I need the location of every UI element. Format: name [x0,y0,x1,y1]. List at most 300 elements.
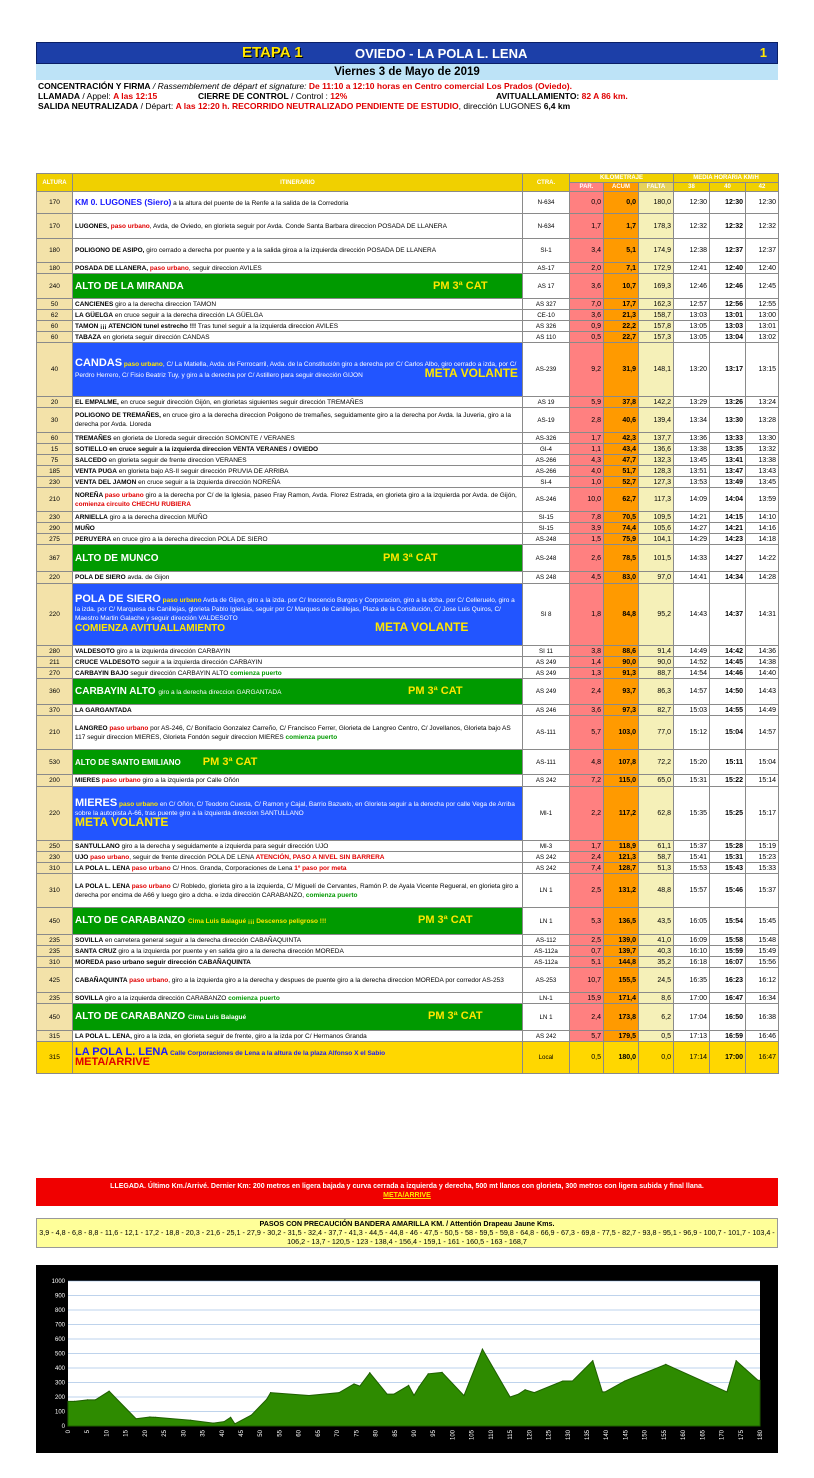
itinerario-cell: LA POLA L. LENA, giro a la izda, en glorieta seguir de frente, giro a la izda por C/ Hermanos Granda [73,1031,523,1042]
time-40-cell: 13:01 [710,310,746,321]
info-concentracion-fr: / Rassemblement de départ et signature: [150,81,309,91]
time-40-cell: 14:55 [710,705,746,716]
x-tick-label: 80 [373,1430,380,1437]
falta-cell: 41,0 [639,935,674,946]
altura-cell: 50 [37,299,73,310]
altura-cell: 315 [37,1042,73,1074]
table-row [37,214,779,239]
time-38-cell: 13:38 [674,444,710,455]
altura-cell: 210 [37,488,73,512]
time-42-cell: 12:55 [746,299,779,310]
acum-cell: 117,2 [604,787,639,841]
falta-cell: 142,2 [639,397,674,408]
profile-point [155,1417,156,1418]
par-cell: 0,9 [570,321,604,332]
x-tick-label: 105 [469,1430,476,1441]
time-38-cell: 16:35 [674,968,710,993]
time-42-cell: 16:34 [746,993,779,1004]
par-cell: 1,4 [570,657,604,668]
ctra-cell: AS-112 [523,935,570,946]
ctra-cell: CE-10 [523,310,570,321]
time-40-cell: 15:28 [710,841,746,852]
itinerario-cell: SOVILLA giro a la izquierda dirección CARABANZO comienza puerto [73,993,523,1004]
falta-cell: 157,3 [639,332,674,343]
acum-cell: 62,7 [604,488,639,512]
par-cell: 4,5 [570,572,604,584]
altura-cell: 530 [37,750,73,775]
itinerario-cell: TAMON ¡¡¡ ATENCION tunel estrecho !!! Tras tunel seguir a la izquierda direccion AVILES [73,321,523,332]
altura-cell: 235 [37,935,73,946]
profile-point [109,1391,110,1392]
falta-cell: 48,8 [639,874,674,908]
par-cell: 7,0 [570,299,604,310]
info-concentracion: CONCENTRACIÓN Y FIRMA [38,81,151,91]
time-38-cell: 12:41 [674,263,710,274]
par-cell: 2,5 [570,874,604,908]
ctra-cell: LN 1 [523,874,570,908]
profile-point [624,1380,625,1381]
time-38-cell: 13:29 [674,397,710,408]
table-row [37,488,779,512]
falta-cell: 77,0 [639,716,674,750]
time-42-cell: 13:02 [746,332,779,343]
profile-point [67,1401,68,1402]
acum-cell: 144,8 [604,957,639,968]
acum-cell: 74,4 [604,523,639,534]
profile-point [234,1423,235,1424]
profile-point [592,1360,593,1361]
altura-cell: 275 [37,534,73,545]
time-40-cell: 15:11 [710,750,746,775]
y-tick-label: 200 [54,1395,65,1401]
par-cell: 3,6 [570,310,604,321]
info-cierre-fr: / Control : [288,91,331,101]
itinerario-cell: SOVILLA en carretera general seguir a la derecha dirección CABAÑAQUINTA [73,935,523,946]
par-cell: 0,5 [570,332,604,343]
col-acum: ACUM [604,183,639,192]
y-tick-label: 800 [54,1308,65,1314]
falta-cell: 148,1 [639,343,674,397]
info-salida-fr: / Départ: [138,101,176,111]
acum-cell: 91,3 [604,668,639,679]
falta-cell: 72,2 [639,750,674,775]
time-40-cell: 15:43 [710,863,746,874]
par-cell: 1,7 [570,841,604,852]
time-38-cell: 16:09 [674,935,710,946]
acum-cell: 139,7 [604,946,639,957]
time-42-cell: 14:57 [746,716,779,750]
time-42-cell: 15:33 [746,863,779,874]
y-tick-label: 700 [54,1322,65,1329]
ctra-cell: AS 248 [523,572,570,584]
table-row [37,874,779,908]
col-speed-40: 40 [710,183,746,192]
time-38-cell: 15:20 [674,750,710,775]
table-row [37,534,779,545]
info-cierre-value: 12% [330,91,348,101]
time-38-cell: 15:12 [674,716,710,750]
profile-point [572,1380,573,1381]
x-tick-label: 130 [565,1430,572,1441]
profile-point [534,1392,535,1393]
profile-point [736,1360,737,1361]
time-38-cell: 13:36 [674,433,710,444]
altura-cell: 370 [37,705,73,716]
profile-point [190,1420,191,1421]
table-row [37,444,779,455]
profile-chart [36,1265,778,1453]
llegada-meta: META/ARRIVE [383,1192,431,1199]
acum-cell: 1,7 [604,214,639,239]
par-cell: 2,6 [570,545,604,572]
stage-title-bar [36,42,778,64]
par-cell: 7,8 [570,512,604,523]
table-row [37,572,779,584]
par-cell: 5,1 [570,957,604,968]
acum-cell: 0,0 [604,192,639,214]
falta-cell: 62,8 [639,787,674,841]
falta-cell: 101,5 [639,545,674,572]
time-40-cell: 12:37 [710,239,746,263]
acum-cell: 37,8 [604,397,639,408]
profile-point [441,1372,442,1373]
table-row [37,239,779,263]
itinerario-cell: VENTA PUGA en glorieta bajo AS-II seguir dirección PRUVIA DE ARRIBA [73,466,523,477]
acum-cell: 131,2 [604,874,639,908]
profile-point [149,1416,150,1417]
par-cell: 4,3 [570,455,604,466]
x-tick-label: 65 [315,1430,322,1437]
table-row [37,1042,779,1074]
falta-cell: 35,2 [639,957,674,968]
ctra-cell: GI-4 [523,444,570,455]
col-speed-42: 42 [746,183,779,192]
table-row [37,679,779,705]
profile-point [463,1395,464,1396]
x-tick-label: 95 [431,1430,438,1437]
table-row [37,192,779,214]
time-42-cell: 15:23 [746,852,779,863]
profile-point [518,1394,519,1395]
altura-cell: 185 [37,466,73,477]
par-cell: 1,7 [570,433,604,444]
falta-cell: 104,1 [639,534,674,545]
profile-point [270,1392,271,1393]
time-40-cell: 12:40 [710,263,746,274]
altura-cell: 280 [37,646,73,657]
time-40-cell: 13:17 [710,343,746,397]
par-cell: 5,7 [570,1031,604,1042]
itinerario-cell: LA GÜELGA en cruce seguir a la derecha dirección LA GÜELGA [73,310,523,321]
time-42-cell: 13:32 [746,444,779,455]
time-38-cell: 13:03 [674,310,710,321]
info-line-2 [38,91,778,101]
profile-point [726,1391,727,1392]
altura-cell: 220 [37,787,73,841]
time-38-cell: 13:45 [674,455,710,466]
profile-point [74,1401,75,1402]
itinerario-cell: LANGREO paso urbano por AS-246, C/ Bonifacio Gonzalez Carreño, C/ Francisco Ferrer, Glorieta de Langreo Centro, C/ Jovellanos, Glorieta bajo AS 117 seguir direccion MIERES, Glorieta Fondón seguir direccion MIERES comienza puerto [73,716,523,750]
x-tick-label: 145 [623,1430,630,1441]
x-tick-label: 10 [104,1430,111,1437]
time-42-cell: 13:01 [746,321,779,332]
time-42-cell: 15:45 [746,908,779,935]
itinerario-cell: TREMAÑES en glorieta de Lloreda seguir dirección SOMONTE / VERANES [73,433,523,444]
falta-cell: 43,5 [639,908,674,935]
time-40-cell: 13:03 [710,321,746,332]
itinerario-cell: POLIGONO DE ASIPO, giro cerrado a derecha por puente y a la salida giroa a la izquierda dirección POSADA DE LLANERA [73,239,523,263]
altura-cell: 180 [37,263,73,274]
time-42-cell: 12:30 [746,192,779,214]
itinerario-cell: NOREÑA paso urbano giro a la derecha por C/ de la Iglesia, paseo Fray Ramon, Avda. Florez Estrada, en glorieta giro a la izquierda por Avda. de Gijón, comienza circuito CHECHU RUBIERA [73,488,523,512]
falta-cell: 174,9 [639,239,674,263]
acum-cell: 93,7 [604,679,639,705]
x-tick-label: 150 [642,1430,649,1441]
table-row [37,545,779,572]
time-40-cell: 14:04 [710,488,746,512]
profile-point [359,1386,360,1387]
acum-cell: 103,0 [604,716,639,750]
time-42-cell: 13:24 [746,397,779,408]
time-42-cell: 13:30 [746,433,779,444]
acum-cell: 121,3 [604,852,639,863]
x-tick-label: 155 [661,1430,668,1441]
acum-cell: 75,9 [604,534,639,545]
falta-cell: 95,2 [639,584,674,646]
col-media-horaria: MEDIA HORARIA KM/H [674,174,779,183]
time-40-cell: 16:23 [710,968,746,993]
ctra-cell: SI-1 [523,239,570,263]
par-cell: 2,0 [570,263,604,274]
x-tick-label: 40 [219,1430,226,1437]
time-42-cell: 14:36 [746,646,779,657]
itinerario-cell: ALTO DE CARABANZO Cima Luis Balagué PM 3ª CAT [73,1004,523,1031]
table-row [37,863,779,874]
altura-cell: 180 [37,239,73,263]
ctra-cell: Local [523,1042,570,1074]
time-40-cell: 15:54 [710,908,746,935]
info-llamada-fr: / Appel: [80,91,114,101]
col-ctra: CTRA. [523,174,570,192]
par-cell: 1,5 [570,534,604,545]
falta-cell: 157,8 [639,321,674,332]
time-38-cell: 15:53 [674,863,710,874]
x-tick-label: 90 [412,1430,418,1437]
altura-cell: 250 [37,841,73,852]
falta-cell: 178,3 [639,214,674,239]
profile-point [386,1394,387,1395]
itinerario-cell: LA POLA L. LENA Calle Corporaciones de Lena a la altura de la plaza Alfonso X el Sabio META/ARRIVE [73,1042,523,1074]
par-cell: 5,3 [570,908,604,935]
falta-cell: 180,0 [639,192,674,214]
table-row [37,397,779,408]
time-40-cell: 13:33 [710,433,746,444]
acum-cell: 88,6 [604,646,639,657]
table-row [37,957,779,968]
stage-label: ETAPA 1 [242,44,303,61]
time-40-cell: 13:35 [710,444,746,455]
falta-cell: 51,3 [639,863,674,874]
x-tick-label: 110 [488,1430,495,1440]
time-38-cell: 13:34 [674,408,710,433]
time-40-cell: 14:21 [710,523,746,534]
info-cierre: CIERRE DE CONTROL [198,91,289,101]
ctra-cell: AS-239 [523,343,570,397]
acum-cell: 136,5 [604,908,639,935]
stage-info [38,81,778,111]
x-tick-label: 170 [719,1430,726,1441]
altura-cell: 270 [37,668,73,679]
ctra-cell: AS-246 [523,488,570,512]
ctra-cell: N-634 [523,192,570,214]
time-42-cell: 16:46 [746,1031,779,1042]
time-40-cell: 15:46 [710,874,746,908]
time-38-cell: 15:31 [674,775,710,787]
ctra-cell: AS 19 [523,397,570,408]
falta-cell: 127,3 [639,477,674,488]
par-cell: 2,5 [570,935,604,946]
altura-cell: 290 [37,523,73,534]
y-tick-label: 600 [54,1337,65,1343]
acum-cell: 43,4 [604,444,639,455]
par-cell: 2,8 [570,408,604,433]
par-cell: 4,0 [570,466,604,477]
time-40-cell: 15:31 [710,852,746,863]
time-38-cell: 13:51 [674,466,710,477]
time-42-cell: 14:49 [746,705,779,716]
time-40-cell: 15:58 [710,935,746,946]
altura-cell: 235 [37,993,73,1004]
falta-cell: 6,2 [639,1004,674,1031]
par-cell: 9,2 [570,343,604,397]
time-38-cell: 14:57 [674,679,710,705]
time-40-cell: 15:22 [710,775,746,787]
table-row [37,584,779,646]
time-38-cell: 13:53 [674,477,710,488]
table-row [37,512,779,523]
x-tick-label: 50 [258,1430,265,1437]
acum-cell: 179,5 [604,1031,639,1042]
profile-point [266,1399,267,1400]
itinerario-cell: ALTO DE MUNCO PM 3ª CAT [73,545,523,572]
table-row [37,477,779,488]
acum-cell: 171,4 [604,993,639,1004]
ctra-cell: MI-1 [523,787,570,841]
falta-cell: 162,3 [639,299,674,310]
time-42-cell: 13:59 [746,488,779,512]
table-row [37,299,779,310]
acum-cell: 84,8 [604,584,639,646]
falta-cell: 158,7 [639,310,674,321]
time-40-cell: 14:15 [710,512,746,523]
profile-point [428,1373,429,1374]
acum-cell: 47,7 [604,455,639,466]
altura-cell: 15 [37,444,73,455]
profile-point [353,1383,354,1384]
table-row [37,668,779,679]
info-llamada: LLAMADA [38,91,81,101]
par-cell: 0,0 [570,192,604,214]
ctra-cell: AS 242 [523,863,570,874]
profile-point [665,1364,666,1365]
x-tick-label: 100 [450,1430,457,1441]
itinerario-cell: SANTULLANO giro a la derecha y seguidamente a izquierda para seguir dirección UJO [73,841,523,852]
table-row [37,993,779,1004]
par-cell: 0,7 [570,946,604,957]
profile-point [413,1395,414,1396]
table-row [37,908,779,935]
acum-cell: 107,8 [604,750,639,775]
ctra-cell: AS-19 [523,408,570,433]
itinerario-cell: MIERES paso urbano en C/ Oñón, C/ Teodoro Cuesta, C/ Ramon y Cajal, Barrio Bazuelo, en Glorieta seguir a la derecha por calle Vega de Arriba sobre la autopista A-66, tras puente giro a la izquierda direccion SANTULLANO META VOLANTE [73,787,523,841]
time-38-cell: 15:41 [674,852,710,863]
ctra-cell: AS 17 [523,274,570,299]
col-speed-38: 38 [674,183,710,192]
time-38-cell: 13:05 [674,332,710,343]
itinerario-cell: MIERES paso urbano giro a la izquierda por Calle Oñón [73,775,523,787]
time-42-cell: 13:15 [746,343,779,397]
profile-point [418,1386,419,1387]
falta-cell: 139,4 [639,408,674,433]
par-cell: 7,2 [570,775,604,787]
par-cell: 1,7 [570,214,604,239]
profile-point [135,1418,136,1419]
table-row [37,1004,779,1031]
ctra-cell: AS 249 [523,679,570,705]
ctra-cell: AS 242 [523,775,570,787]
time-40-cell: 14:45 [710,657,746,668]
time-38-cell: 12:46 [674,274,710,299]
time-40-cell: 13:49 [710,477,746,488]
acum-cell: 90,0 [604,657,639,668]
time-42-cell: 15:48 [746,935,779,946]
falta-cell: 97,0 [639,572,674,584]
time-40-cell: 15:04 [710,716,746,750]
par-cell: 4,8 [570,750,604,775]
acum-cell: 173,8 [604,1004,639,1031]
ctra-cell: AS 249 [523,668,570,679]
ctra-cell: LN-1 [523,993,570,1004]
par-cell: 5,7 [570,716,604,750]
itinerario-cell: ARNIELLA giro a la derecha direccion MUÑO [73,512,523,523]
table-row [37,841,779,852]
x-tick-label: 140 [604,1430,611,1441]
itinerario-cell: POLIGONO DE TREMAÑES, en cruce giro a la derecha direccion Poligono de tremañes, seguidamente giro a la derecha por Avda. la Juveria, giro a la derecha por Avda. Lloreda [73,408,523,433]
x-tick-label: 25 [162,1430,169,1437]
par-cell: 3,4 [570,239,604,263]
time-40-cell: 14:23 [710,534,746,545]
par-cell: 15,9 [570,993,604,1004]
altura-cell: 20 [37,397,73,408]
time-40-cell: 13:30 [710,408,746,433]
time-42-cell: 14:22 [746,545,779,572]
altura-cell: 200 [37,775,73,787]
itinerario-cell: MOREDA paso urbano seguir dirección CABAÑAQUINTA [73,957,523,968]
route-table [36,173,779,1074]
stage-date: Viernes 3 de Mayo de 2019 [36,64,778,80]
time-42-cell: 14:38 [746,657,779,668]
time-42-cell: 16:12 [746,968,779,993]
profile-point [759,1380,760,1381]
falta-cell: 24,5 [639,968,674,993]
table-row [37,433,779,444]
profile-point [338,1392,339,1393]
altura-cell: 310 [37,874,73,908]
ctra-cell: AS-326 [523,433,570,444]
itinerario-cell: PERUYERA en cruce giro a la derecha direccion POLA DE SIERO [73,534,523,545]
pasos-title: PASOS CON PRECAUCIÓN BANDERA AMARILLA KM. / Attentión Drapeau Jaune Kms. [259,1219,555,1228]
ctra-cell: MI-3 [523,841,570,852]
